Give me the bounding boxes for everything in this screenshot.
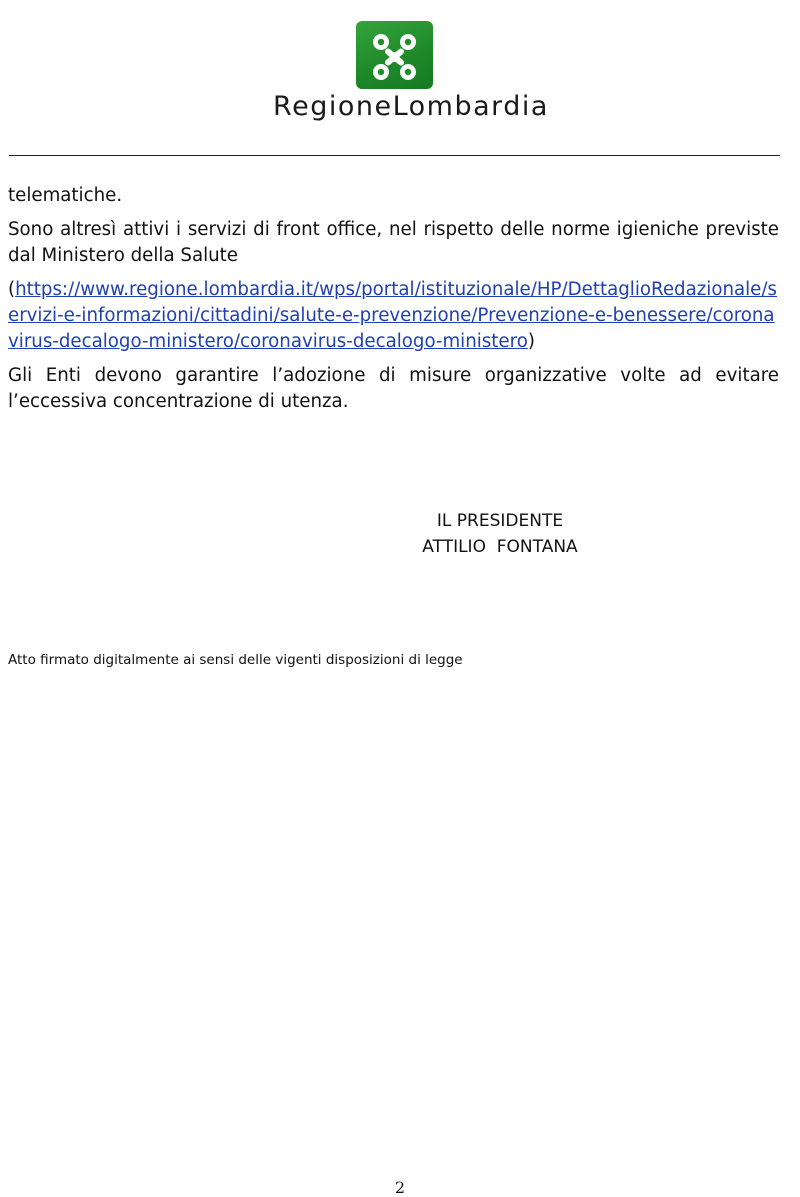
- signature-block: [350, 508, 650, 560]
- digital-signature-note: Atto firmato digitalmente ai sensi delle vigenti disposizioni di legge: [8, 652, 463, 668]
- signature-title: IL PRESIDENTE: [436, 511, 564, 531]
- logo-text: RegioneLombardia: [273, 91, 549, 122]
- ministry-link[interactable]: https://www.regione.lombardia.it/wps/portal/istituzionale/HP/DettaglioRedazionale/servizi-e-informazioni/cittadini/salute-e-prevenzione/Prevenzione-e-benessere/coronavirus-decalogo-ministero/coronavirus-decalogo-ministero: [8, 279, 777, 352]
- paragraph-4: Gli Enti devono garantire l’adozione di misure organizzative volte ad evitare l’eccessiva concentrazione di utenza.: [8, 365, 779, 412]
- paragraph-1: telematiche.: [8, 185, 123, 206]
- document-body: [8, 183, 779, 423]
- paragraph-3: [8, 277, 779, 355]
- signature-name: ATTILIO FONTANA: [422, 537, 578, 557]
- paragraph-2: Sono altresì attivi i servizi di front office, nel rispetto delle norme igieniche previste dal Ministero della Salute: [8, 219, 779, 266]
- link-close-paren: ): [527, 331, 535, 352]
- page-number: 2: [394, 1178, 406, 1197]
- regione-lombardia-logo-icon: [356, 21, 433, 89]
- header-divider: [9, 155, 780, 156]
- link-open-paren: (: [8, 279, 16, 300]
